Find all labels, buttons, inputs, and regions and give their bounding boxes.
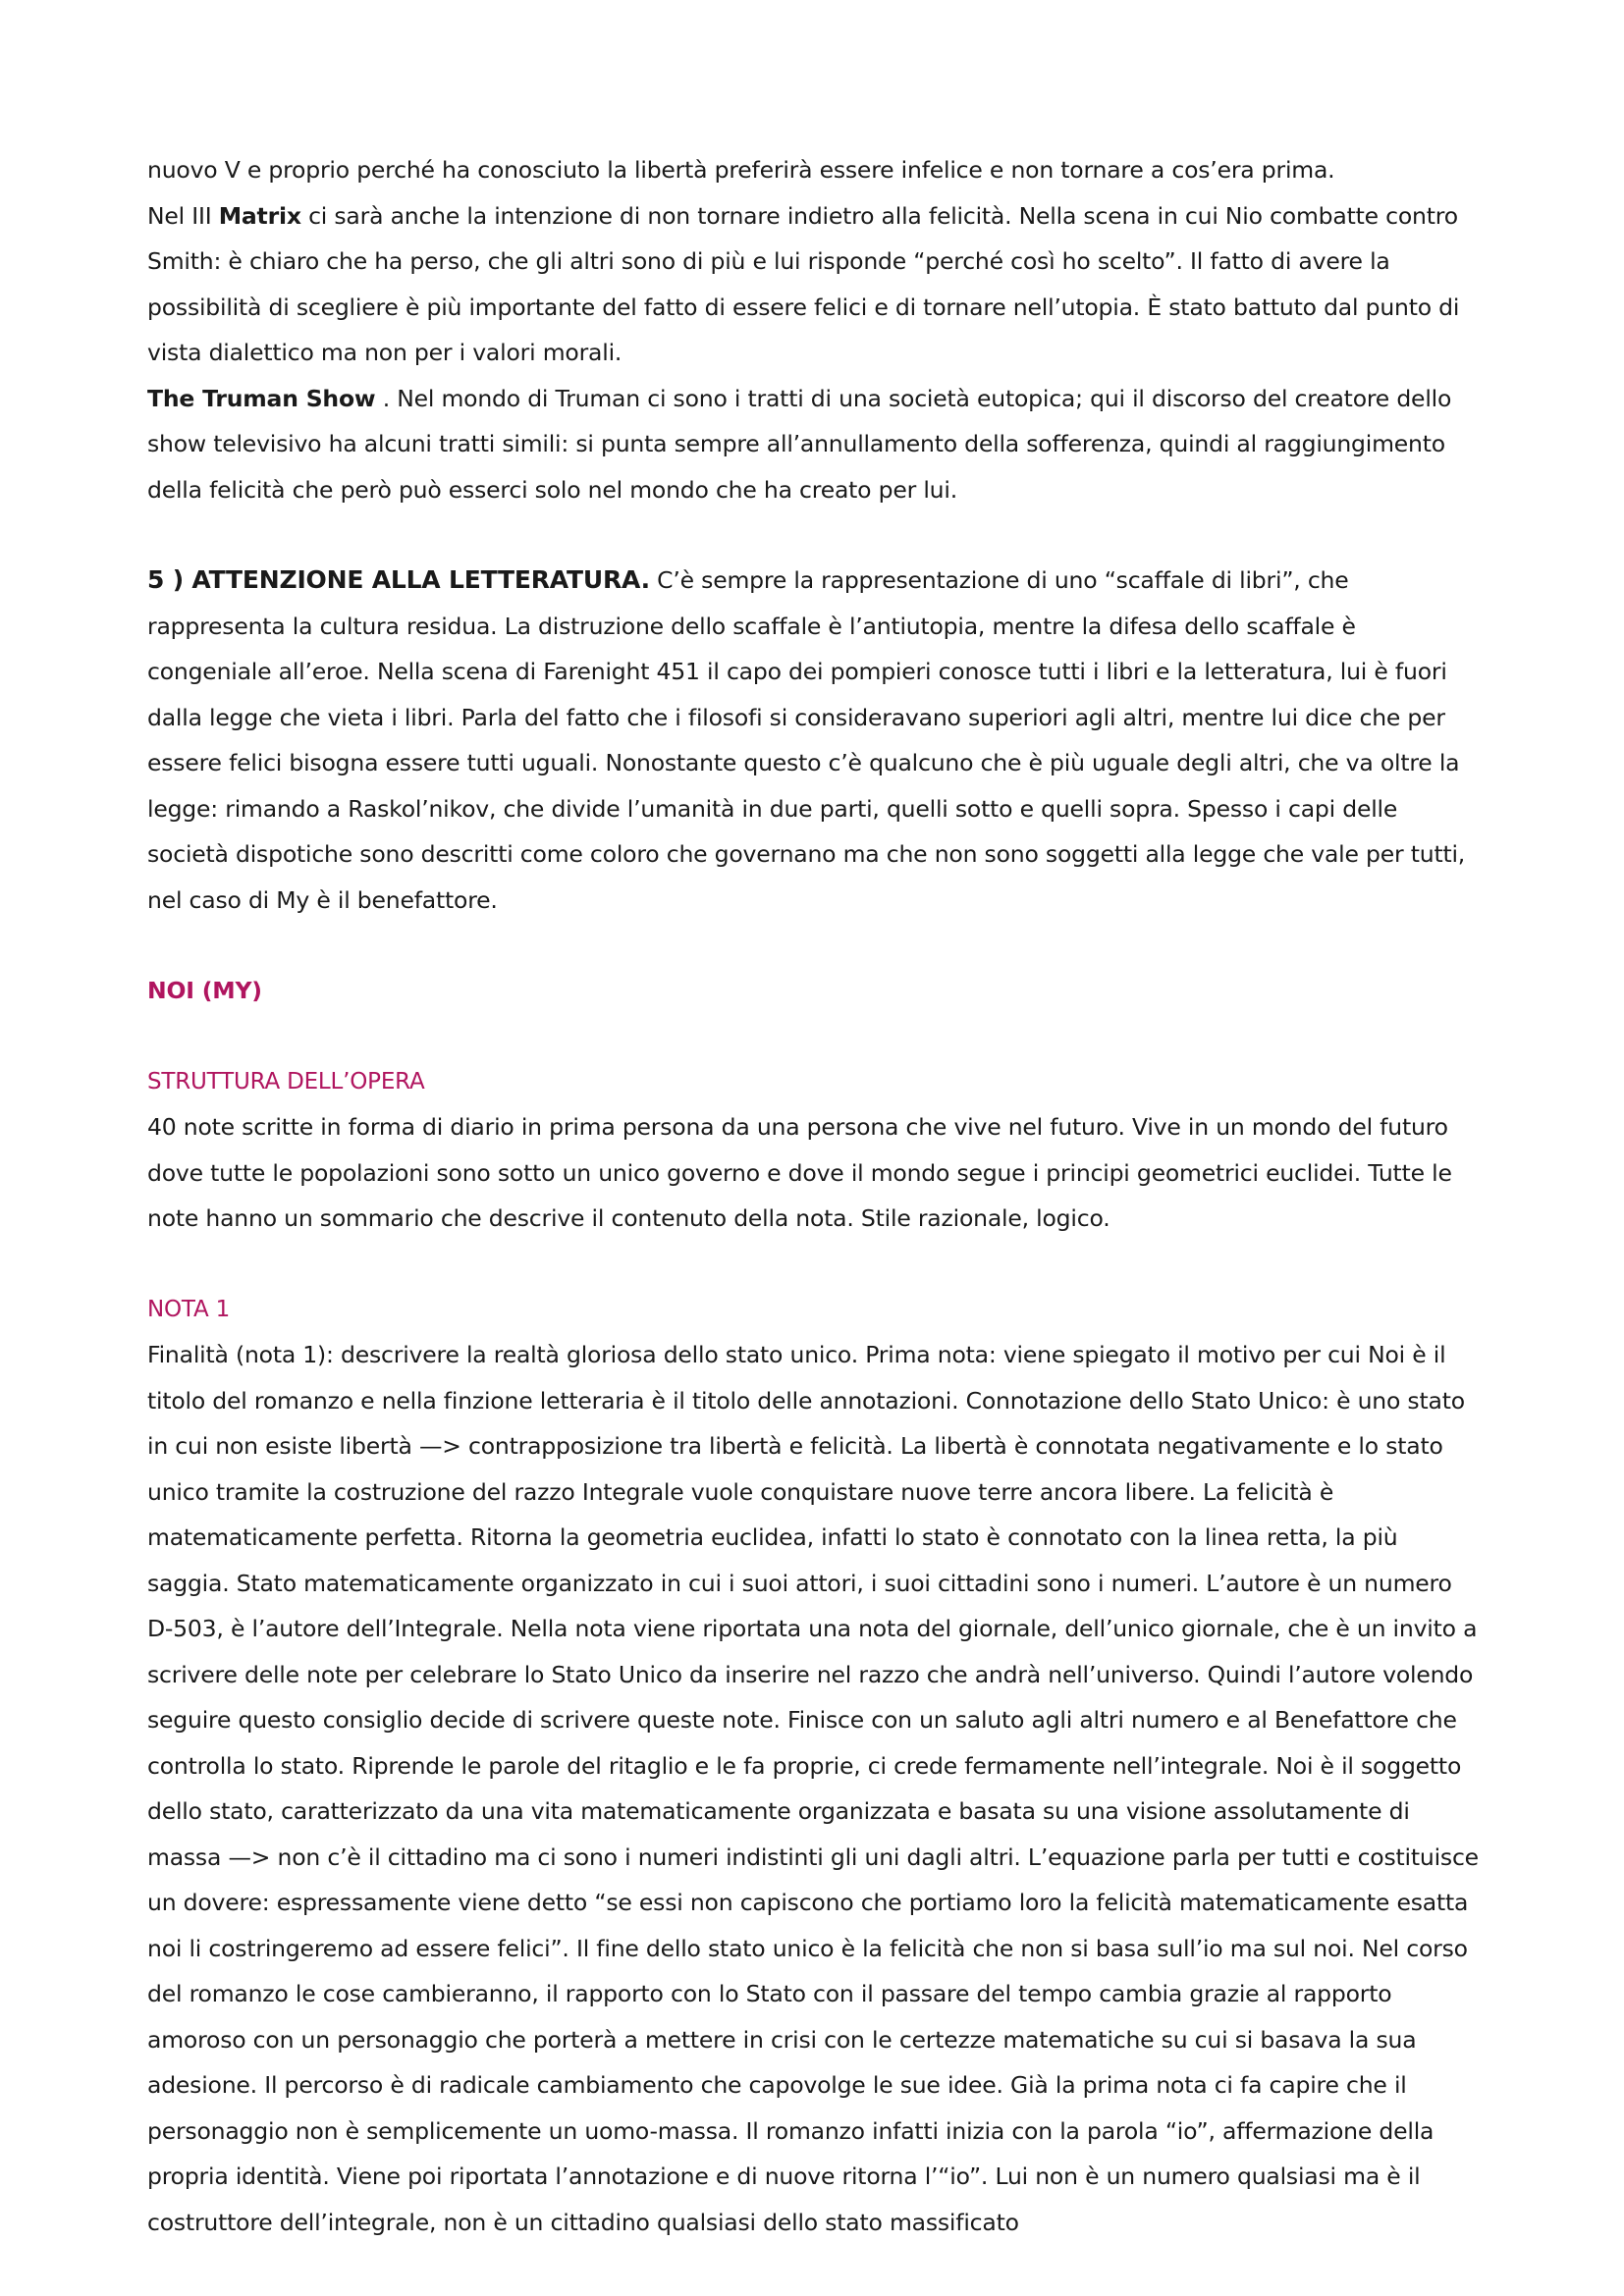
literature-title: 5 ) ATTENZIONE ALLA LETTERATURA.: [147, 565, 650, 594]
structure-paragraph: 40 note scritte in forma di diario in prima persona da una persona che vive nel futuro. Vive in un mondo del futuro dove tutte le popolazioni sono sotto un unico governo e dove il mondo segue i principi geometrici euclidei. Tutte le note hanno un sommario che descrive il contenuto della nota. Stile razionale, logico.: [147, 1113, 1452, 1232]
spacer: [147, 512, 1483, 558]
literature-paragraph: [147, 558, 1483, 923]
spacer: [147, 1242, 1483, 1287]
intro-paragraph: [147, 147, 1483, 193]
noi-heading: NOI (MY): [147, 977, 262, 1004]
spacer: [147, 1014, 1483, 1059]
structure-heading: STRUTTURA DELL’OPERA: [147, 1068, 425, 1095]
matrix-prefix: Nel III: [147, 201, 219, 230]
truman-title: The Truman Show: [147, 384, 376, 412]
truman-paragraph: [147, 376, 1483, 513]
document-page: [147, 147, 1483, 2245]
matrix-title: Matrix: [218, 201, 301, 230]
truman-text: . Nel mondo di Truman ci sono i tratti di una società eutopica; qui il discorso del creatore dello show televisivo ha alcuni tratti simili: si punta sempre all’annullamento della sofferenza, quindi al raggiungimento della felicità che però può esserci solo nel mondo che ha creato per lui.: [147, 384, 1452, 504]
nota1-paragraph: Finalità (nota 1): descrivere la realtà gloriosa dello stato unico. Prima nota: viene spiegato il motivo per cui Noi è il titolo del romanzo e nella finzione letteraria è il titolo delle annotazioni. Connotazione dello Stato Unico: è uno stato in cui non esiste libertà —> contrapposizione tra libertà e felicità. La libertà è connotata negativamente e lo stato unico tramite la costruzione del razzo Integrale vuole conquistare nuove terre ancora libere. La felicità è matematicamente perfetta. Ritorna la geometria euclidea, infatti lo stato è connotato con la linea retta, la più saggia. Stato matematicamente organizzato in cui i suoi attori, i suoi cittadini sono i numeri. L’autore è un numero D-503, è l’autore dell’Integrale. Nella nota viene riportata una nota del giornale, dell’unico giornale, che è un invito a scrivere delle note per celebrare lo Stato Unico da inserire nel razzo che andrà nell’universo. Quindi l’autore volendo seguire questo consiglio decide di scrivere queste note. Finisce con un saluto agli altri numero e al Benefattore che controlla lo stato. Riprende le parole del ritaglio e le fa proprie, ci crede fermamente nell’integrale. Noi è il soggetto dello stato, caratterizzato da una vita matematicamente organizzata e basata su una visione assolutamente di massa —> non c’è il cittadino ma ci sono i numeri indistinti gli uni dagli altri. L’equazione parla per tutti e costituisce un dovere: espressamente viene detto “se essi non capiscono che portiamo loro la felicità matematicamente esatta noi li costringeremo ad essere felici”. Il fine dello stato unico è la felicità che non si basa sull’io ma sul noi. Nel corso del romanzo le cose cambieranno, il rapporto con lo Stato con il passare del tempo cambia grazie al rapporto amoroso con un personaggio che porterà a mettere in crisi con le certezze matematiche su cui si basava la sua adesione. Il percorso è di radicale cambiamento che capovolge le sue idee. Già la prima nota ci fa capire che il personaggio non è semplicemente un uomo-massa. Il romanzo infatti inizia con la parola “io”, affermazione della propria identità. Viene poi riportata l’annotazione e di nuove ritorna l’“io”. Lui non è un numero qualsiasi ma è il costruttore dell’integrale, non è un cittadino qualsiasi dello stato massificato: [147, 1341, 1479, 2236]
nota1-heading: NOTA 1: [147, 1296, 231, 1322]
literature-text: C’è sempre la rappresentazione di uno “scaffale di libri”, che rappresenta la cultura residua. La distruzione dello scaffale è l’antiutopia, mentre la difesa dello scaffale è congeniale all’eroe. Nella scena di Farenight 451 il capo dei pompieri conosce tutti i libri e la letteratura, lui è fuori dalla legge che vieta i libri. Parla del fatto che i filosofi si consideravano superiori agli altri, mentre lui dice che per essere felici bisogna essere tutti uguali. Nonostante questo c’è qualcuno che è più uguale degli altri, che va oltre la legge: rimando a Raskol’nikov, che divide l’umanità in due parti, quelli sotto e quelli sopra. Spesso i capi delle società dispotiche sono descritti come coloro che governano ma che non sono soggetti alla legge che vale per tutti, nel caso di My è il benefattore.: [147, 566, 1466, 914]
spacer: [147, 923, 1483, 968]
intro-text: nuovo V e proprio perché ha conosciuto la libertà preferirà essere infelice e non tornare a cos’era prima.: [147, 156, 1335, 184]
matrix-text: ci sarà anche la intenzione di non tornare indietro alla felicità. Nella scena in cui Nio combatte contro Smith: è chiaro che ha perso, che gli altri sono di più e lui risponde “perché così ho scelto”. Il fatto di avere la possibilità di scegliere è più importante del fatto di essere felici e di tornare nell’utopia. È stato battuto dal punto di vista dialettico ma non per i valori morali.: [147, 201, 1460, 366]
matrix-paragraph: [147, 193, 1483, 376]
